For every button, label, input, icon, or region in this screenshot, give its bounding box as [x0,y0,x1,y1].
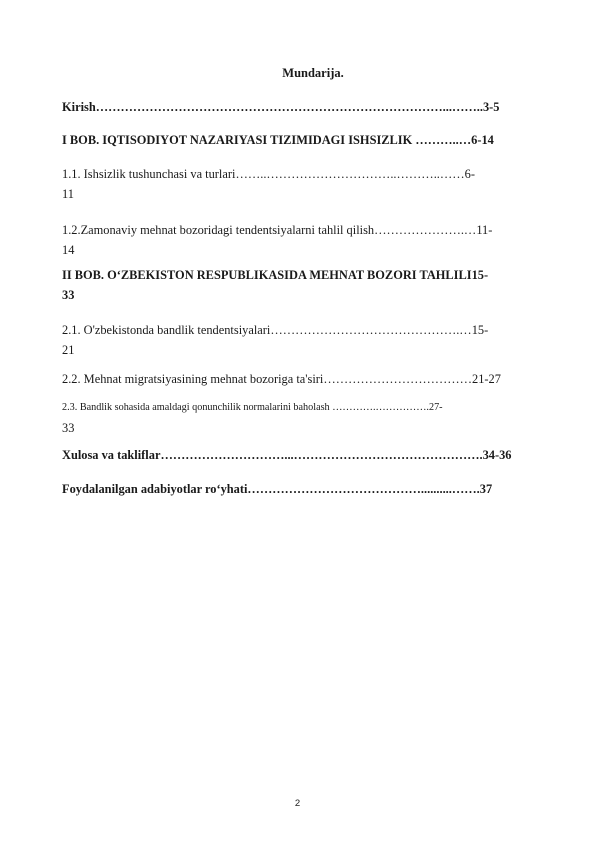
toc-entry-1-1-continuation: 11 [62,187,74,201]
toc-entry-2-1: 2.1. O'zbekistonda bandlik tendentsiyalari……………………………………….…15- [62,323,489,337]
toc-entry-conclusion: Xulosa va takliflar…………………………...……………………………………….34-36 [62,448,512,462]
toc-entry-2-2: 2.2. Mehnat migratsiyasining mehnat bozoriga ta'siri………………………………21-27 [62,372,501,386]
page-number: 2 [294,798,301,809]
toc-entry-chapter-2: II BOB. O‘ZBEKISTON RESPUBLIKASIDA MEHNAT BOZORI TAHLILI15- [62,268,489,282]
toc-entry-2-3-continuation: 33 [62,421,75,435]
toc-entry-2-3: 2.3. Bandlik sohasida amaldagi qonunchilik normalarini baholash ………….…………….27- [62,402,443,413]
toc-title: Mundarija. [282,66,344,80]
toc-entry-kirish: Kirish…………………………………………………………………………...……..3-5 [62,100,500,114]
toc-entry-references: Foydalanilgan adabiyotlar ro‘yhati……………………………………..........…….37 [62,482,493,496]
toc-entry-1-1: 1.1. Ishsizlik tushunchasi va turlari……..…………………………..………..……6- [62,167,475,181]
toc-entry-chapter-1: I BOB. IQTISODIYOT NAZARIYASI TIZIMIDAGI ISHSIZLIK ………..…6-14 [62,133,494,147]
toc-entry-1-2: 1.2.Zamonaviy mehnat bozoridagi tendentsiyalarni tahlil qilish………………….…11- [62,223,493,237]
toc-entry-chapter-2-continuation: 33 [62,288,75,302]
toc-entry-2-1-continuation: 21 [62,343,75,357]
toc-entry-1-2-continuation: 14 [62,243,75,257]
